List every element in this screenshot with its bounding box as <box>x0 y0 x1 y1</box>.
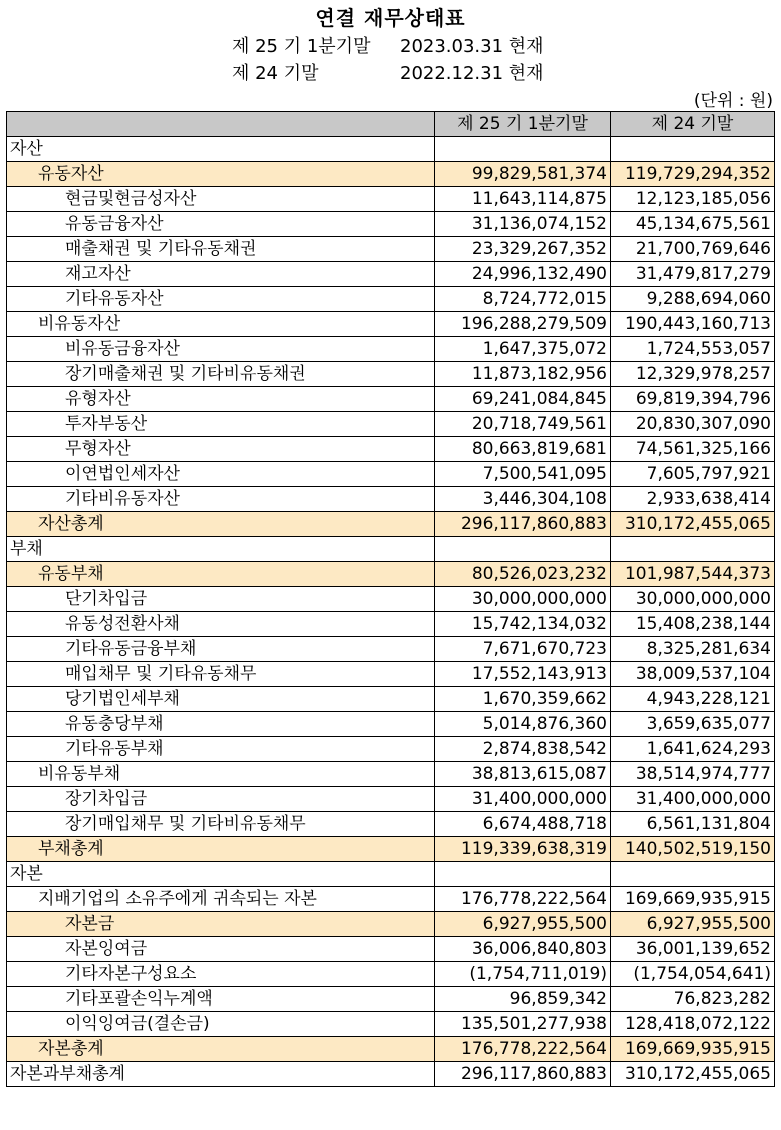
current-period-value: 3,446,304,108 <box>435 487 611 512</box>
account-name: 부채 <box>7 537 435 562</box>
current-period-value: 6,927,955,500 <box>435 912 611 937</box>
table-row <box>7 812 775 837</box>
prior-period-value: 20,830,307,090 <box>611 412 775 437</box>
prior-period-value: 310,172,455,065 <box>611 1062 775 1087</box>
account-name: 유동충당부채 <box>7 712 435 737</box>
current-period-value: 119,339,638,319 <box>435 837 611 862</box>
prior-period-value: 30,000,000,000 <box>611 587 775 612</box>
account-name: 매출채권 및 기타유동채권 <box>7 237 435 262</box>
current-period-value: 99,829,581,374 <box>435 162 611 187</box>
table-row <box>7 712 775 737</box>
account-name: 무형자산 <box>7 437 435 462</box>
prior-period-value: 2,933,638,414 <box>611 487 775 512</box>
prior-period-value: 15,408,238,144 <box>611 612 775 637</box>
current-period-value: 5,014,876,360 <box>435 712 611 737</box>
account-name: 비유동부채 <box>7 762 435 787</box>
current-period-value <box>435 537 611 562</box>
account-name: 비유동자산 <box>7 312 435 337</box>
current-period-value: 7,500,541,095 <box>435 462 611 487</box>
current-period-value: 176,778,222,564 <box>435 1037 611 1062</box>
current-period-value: 24,996,132,490 <box>435 262 611 287</box>
prior-period-value: 74,561,325,166 <box>611 437 775 462</box>
table-row <box>7 387 775 412</box>
account-name: 유형자산 <box>7 387 435 412</box>
table-row <box>7 662 775 687</box>
table-row <box>7 437 775 462</box>
prior-period-label: 제 24 기말 <box>232 63 319 84</box>
table-row <box>7 987 775 1012</box>
unit-label: (단위 : 원) <box>693 91 773 111</box>
account-name: 매입채무 및 기타유동채무 <box>7 662 435 687</box>
account-name: 당기법인세부채 <box>7 687 435 712</box>
prior-period-value: 169,669,935,915 <box>611 887 775 912</box>
account-name: 투자부동산 <box>7 412 435 437</box>
table-row <box>7 612 775 637</box>
table-row <box>7 737 775 762</box>
prior-period-value: 8,325,281,634 <box>611 637 775 662</box>
account-name: 자산 <box>7 137 435 162</box>
account-name: 자본총계 <box>7 1037 435 1062</box>
current-period-value: 1,647,375,072 <box>435 337 611 362</box>
current-period-value: 38,813,615,087 <box>435 762 611 787</box>
table-row <box>7 912 775 937</box>
prior-period-value: 128,418,072,122 <box>611 1012 775 1037</box>
current-period-value: 296,117,860,883 <box>435 1062 611 1087</box>
table-row <box>7 162 775 187</box>
prior-period-value: 12,123,185,056 <box>611 187 775 212</box>
prior-period-value: 1,724,553,057 <box>611 337 775 362</box>
account-name: 부채총계 <box>7 837 435 862</box>
prior-period-value: 1,641,624,293 <box>611 737 775 762</box>
table-row <box>7 687 775 712</box>
account-name: 장기매출채권 및 기타비유동채권 <box>7 362 435 387</box>
table-row <box>7 412 775 437</box>
table-row <box>7 137 775 162</box>
table-row <box>7 887 775 912</box>
current-period-date: 2023.03.31 현재 <box>400 36 544 57</box>
current-period-value: 2,874,838,542 <box>435 737 611 762</box>
current-period-value: 30,000,000,000 <box>435 587 611 612</box>
table-body <box>7 137 775 1087</box>
table-row <box>7 487 775 512</box>
account-name: 자본잉여금 <box>7 937 435 962</box>
prior-period-value: 190,443,160,713 <box>611 312 775 337</box>
prior-period-value: 6,561,131,804 <box>611 812 775 837</box>
table-row <box>7 362 775 387</box>
current-period-value: 6,674,488,718 <box>435 812 611 837</box>
header-current-period: 제 25 기 1분기말 <box>435 112 611 137</box>
prior-period-value: 3,659,635,077 <box>611 712 775 737</box>
prior-period-value: 21,700,769,646 <box>611 237 775 262</box>
current-period-value: 31,136,074,152 <box>435 212 611 237</box>
account-name: 기타유동자산 <box>7 287 435 312</box>
table-row <box>7 762 775 787</box>
header-account <box>7 112 435 137</box>
prior-period-value: 38,009,537,104 <box>611 662 775 687</box>
prior-period-value: 169,669,935,915 <box>611 1037 775 1062</box>
table-row <box>7 462 775 487</box>
prior-period-line <box>232 59 544 85</box>
account-name: 현금및현금성자산 <box>7 187 435 212</box>
current-period-label: 제 25 기 1분기말 <box>232 36 371 57</box>
balance-sheet-table <box>6 111 775 1087</box>
prior-period-value: 45,134,675,561 <box>611 212 775 237</box>
current-period-value: 36,006,840,803 <box>435 937 611 962</box>
account-name: 자산총계 <box>7 512 435 537</box>
current-period-value: 96,859,342 <box>435 987 611 1012</box>
current-period-value: 1,670,359,662 <box>435 687 611 712</box>
prior-period-value: 119,729,294,352 <box>611 162 775 187</box>
account-name: 지배기업의 소유주에게 귀속되는 자본 <box>7 887 435 912</box>
prior-period-value <box>611 137 775 162</box>
table-row <box>7 562 775 587</box>
prior-period-value: 38,514,974,777 <box>611 762 775 787</box>
prior-period-value: 7,605,797,921 <box>611 462 775 487</box>
prior-period-value <box>611 862 775 887</box>
prior-period-value: 31,400,000,000 <box>611 787 775 812</box>
current-period-value: 23,329,267,352 <box>435 237 611 262</box>
header-prior-period: 제 24 기말 <box>611 112 775 137</box>
prior-period-value: 310,172,455,065 <box>611 512 775 537</box>
current-period-value <box>435 137 611 162</box>
account-name: 기타포괄손익누계액 <box>7 987 435 1012</box>
current-period-value: 80,526,023,232 <box>435 562 611 587</box>
prior-period-value: 12,329,978,257 <box>611 362 775 387</box>
table-row <box>7 1012 775 1037</box>
table-row <box>7 262 775 287</box>
prior-period-value: 6,927,955,500 <box>611 912 775 937</box>
account-name: 단기차입금 <box>7 587 435 612</box>
table-row <box>7 587 775 612</box>
table-row <box>7 237 775 262</box>
current-period-value: 8,724,772,015 <box>435 287 611 312</box>
prior-period-value: 36,001,139,652 <box>611 937 775 962</box>
table-row <box>7 287 775 312</box>
account-name: 기타자본구성요소 <box>7 962 435 987</box>
table-row <box>7 312 775 337</box>
current-period-value: 69,241,084,845 <box>435 387 611 412</box>
account-name: 장기차입금 <box>7 787 435 812</box>
table-header-row <box>7 112 775 137</box>
account-name: 유동부채 <box>7 562 435 587</box>
table-row <box>7 512 775 537</box>
table-row <box>7 1062 775 1087</box>
current-period-value: 7,671,670,723 <box>435 637 611 662</box>
current-period-value: 11,643,114,875 <box>435 187 611 212</box>
account-name: 재고자산 <box>7 262 435 287</box>
table-row <box>7 1037 775 1062</box>
account-name: 자본 <box>7 862 435 887</box>
current-period-value: 80,663,819,681 <box>435 437 611 462</box>
account-name: 장기매입채무 및 기타비유동채무 <box>7 812 435 837</box>
current-period-value: 135,501,277,938 <box>435 1012 611 1037</box>
prior-period-value: 76,823,282 <box>611 987 775 1012</box>
account-name: 유동성전환사채 <box>7 612 435 637</box>
account-name: 기타비유동자산 <box>7 487 435 512</box>
current-period-line <box>232 32 544 58</box>
prior-period-date: 2022.12.31 현재 <box>400 63 544 84</box>
account-name: 기타유동금융부채 <box>7 637 435 662</box>
account-name: 비유동금융자산 <box>7 337 435 362</box>
current-period-value <box>435 862 611 887</box>
current-period-value: 296,117,860,883 <box>435 512 611 537</box>
current-period-value: 17,552,143,913 <box>435 662 611 687</box>
table-row <box>7 187 775 212</box>
current-period-value: 11,873,182,956 <box>435 362 611 387</box>
prior-period-value: 31,479,817,279 <box>611 262 775 287</box>
prior-period-value <box>611 537 775 562</box>
current-period-value: (1,754,711,019) <box>435 962 611 987</box>
account-name: 이연법인세자산 <box>7 462 435 487</box>
prior-period-value: (1,754,054,641) <box>611 962 775 987</box>
table-row <box>7 937 775 962</box>
current-period-value: 31,400,000,000 <box>435 787 611 812</box>
current-period-value: 20,718,749,561 <box>435 412 611 437</box>
statement-title: 연결 재무상태표 <box>315 6 466 30</box>
table-row <box>7 212 775 237</box>
prior-period-value: 101,987,544,373 <box>611 562 775 587</box>
current-period-value: 176,778,222,564 <box>435 887 611 912</box>
table-row <box>7 962 775 987</box>
table-row <box>7 837 775 862</box>
account-name: 유동자산 <box>7 162 435 187</box>
table-row <box>7 537 775 562</box>
table-row <box>7 637 775 662</box>
table-row <box>7 862 775 887</box>
table-row <box>7 787 775 812</box>
current-period-value: 15,742,134,032 <box>435 612 611 637</box>
account-name: 기타유동부채 <box>7 737 435 762</box>
account-name: 자본과부채총계 <box>7 1062 435 1087</box>
account-name: 자본금 <box>7 912 435 937</box>
prior-period-value: 69,819,394,796 <box>611 387 775 412</box>
prior-period-value: 9,288,694,060 <box>611 287 775 312</box>
account-name: 이익잉여금(결손금) <box>7 1012 435 1037</box>
current-period-value: 196,288,279,509 <box>435 312 611 337</box>
table-row <box>7 337 775 362</box>
prior-period-value: 4,943,228,121 <box>611 687 775 712</box>
account-name: 유동금융자산 <box>7 212 435 237</box>
prior-period-value: 140,502,519,150 <box>611 837 775 862</box>
